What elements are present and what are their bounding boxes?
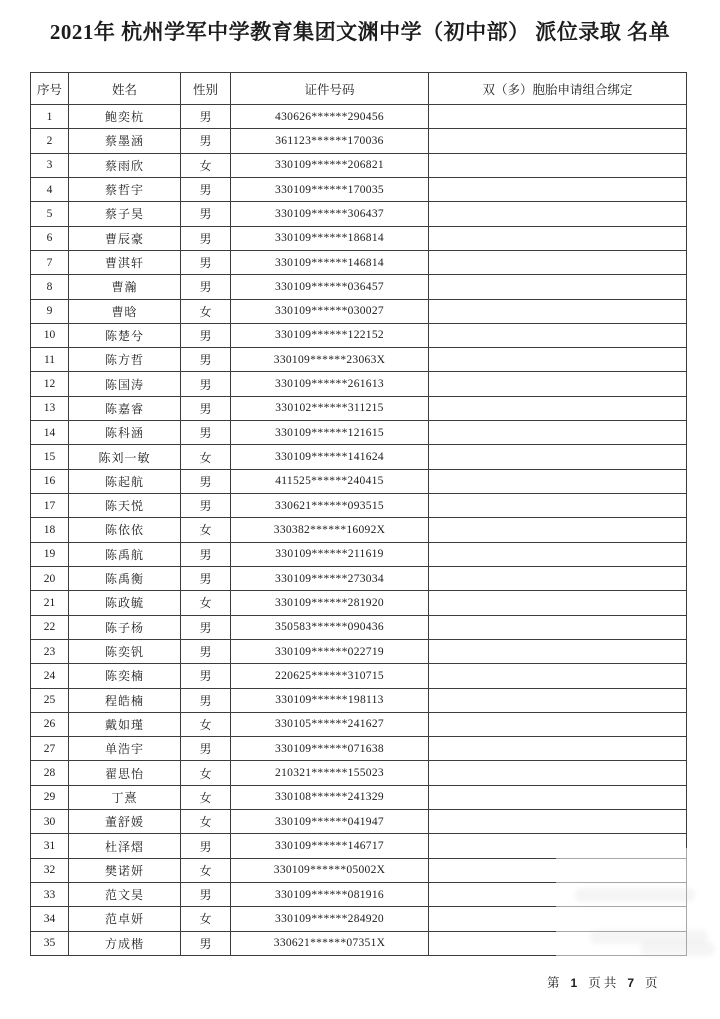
student-name: 鲍奕杭 [69, 105, 181, 129]
student-name: 陈方哲 [69, 348, 181, 372]
row-number: 33 [31, 883, 69, 907]
gender: 男 [181, 323, 231, 347]
gender: 女 [181, 153, 231, 177]
twin-binding [429, 566, 687, 590]
id-number: 330109******122152 [231, 323, 429, 347]
gender: 女 [181, 299, 231, 323]
gender: 男 [181, 226, 231, 250]
table-row [31, 226, 687, 250]
row-number: 21 [31, 591, 69, 615]
student-name: 蔡子昊 [69, 202, 181, 226]
row-number: 31 [31, 834, 69, 858]
id-number: 350583******090436 [231, 615, 429, 639]
table-row [31, 591, 687, 615]
gender: 女 [181, 761, 231, 785]
student-name: 曹瀚 [69, 275, 181, 299]
footer-label-prefix: 第 [547, 976, 560, 990]
row-number: 8 [31, 275, 69, 299]
id-number: 330109******146814 [231, 250, 429, 274]
id-number: 330109******211619 [231, 542, 429, 566]
student-name: 翟思怡 [69, 761, 181, 785]
student-name: 陈奕楠 [69, 664, 181, 688]
id-number: 330109******036457 [231, 275, 429, 299]
twin-binding [429, 591, 687, 615]
header-student-name: 姓名 [69, 73, 181, 105]
row-number: 10 [31, 323, 69, 347]
gender: 男 [181, 834, 231, 858]
table-row [31, 396, 687, 420]
table-row [31, 615, 687, 639]
table-row [31, 372, 687, 396]
table-row [31, 858, 687, 882]
student-name: 曹晗 [69, 299, 181, 323]
table-row [31, 566, 687, 590]
student-name: 董舒媛 [69, 810, 181, 834]
id-number: 330109******030027 [231, 299, 429, 323]
id-number: 330108******241329 [231, 785, 429, 809]
id-number: 330109******121615 [231, 421, 429, 445]
table-row [31, 275, 687, 299]
twin-binding [429, 275, 687, 299]
twin-binding [429, 372, 687, 396]
student-name: 蔡墨涵 [69, 129, 181, 153]
student-name: 陈禹航 [69, 542, 181, 566]
row-number: 6 [31, 226, 69, 250]
student-name: 陈政毓 [69, 591, 181, 615]
id-number: 330109******186814 [231, 226, 429, 250]
id-number: 330102******311215 [231, 396, 429, 420]
row-number: 32 [31, 858, 69, 882]
footer-label-middle: 页 共 [588, 976, 617, 990]
twin-binding [429, 542, 687, 566]
table-row [31, 494, 687, 518]
twin-binding [429, 105, 687, 129]
row-number: 9 [31, 299, 69, 323]
twin-binding [429, 250, 687, 274]
student-name: 陈奕钒 [69, 639, 181, 663]
twin-binding [429, 153, 687, 177]
table-row [31, 250, 687, 274]
row-number: 30 [31, 810, 69, 834]
table-row [31, 323, 687, 347]
gender: 男 [181, 202, 231, 226]
id-number: 330109******05002X [231, 858, 429, 882]
table-row [31, 688, 687, 712]
student-name: 陈楚兮 [69, 323, 181, 347]
row-number: 26 [31, 712, 69, 736]
twin-binding [429, 518, 687, 542]
gender: 男 [181, 688, 231, 712]
row-number: 7 [31, 250, 69, 274]
twin-binding [429, 785, 687, 809]
table-row [31, 105, 687, 129]
gender: 女 [181, 810, 231, 834]
student-name: 陈嘉睿 [69, 396, 181, 420]
gender: 男 [181, 421, 231, 445]
id-number: 330109******206821 [231, 153, 429, 177]
table-row [31, 931, 687, 955]
row-number: 20 [31, 566, 69, 590]
twin-binding [429, 883, 687, 907]
gender: 男 [181, 372, 231, 396]
id-number: 361123******170036 [231, 129, 429, 153]
gender: 男 [181, 396, 231, 420]
twin-binding [429, 664, 687, 688]
twin-binding [429, 834, 687, 858]
gender: 男 [181, 129, 231, 153]
id-number: 220625******310715 [231, 664, 429, 688]
student-name: 曹辰豪 [69, 226, 181, 250]
gender: 男 [181, 494, 231, 518]
student-name: 戴如瑾 [69, 712, 181, 736]
gender: 男 [181, 469, 231, 493]
student-name: 范文昊 [69, 883, 181, 907]
gender: 男 [181, 615, 231, 639]
row-number: 3 [31, 153, 69, 177]
twin-binding [429, 615, 687, 639]
student-name: 程皓楠 [69, 688, 181, 712]
id-number: 330109******198113 [231, 688, 429, 712]
id-number: 411525******240415 [231, 469, 429, 493]
id-number: 330109******022719 [231, 639, 429, 663]
footer-current-page: 1 [570, 976, 578, 990]
twin-binding [429, 202, 687, 226]
student-name: 范卓妍 [69, 907, 181, 931]
student-name: 陈起航 [69, 469, 181, 493]
row-number: 27 [31, 737, 69, 761]
twin-binding [429, 177, 687, 201]
table-row [31, 348, 687, 372]
id-number: 330109******284920 [231, 907, 429, 931]
row-number: 5 [31, 202, 69, 226]
gender: 男 [181, 250, 231, 274]
table-row [31, 445, 687, 469]
twin-binding [429, 858, 687, 882]
page-footer [545, 973, 660, 991]
twin-binding [429, 639, 687, 663]
student-name: 杜泽熠 [69, 834, 181, 858]
row-number: 2 [31, 129, 69, 153]
row-number: 14 [31, 421, 69, 445]
student-name: 陈天悦 [69, 494, 181, 518]
table-row [31, 299, 687, 323]
student-name: 蔡雨欣 [69, 153, 181, 177]
row-number: 16 [31, 469, 69, 493]
twin-binding [429, 494, 687, 518]
twin-binding [429, 445, 687, 469]
id-number: 330109******273034 [231, 566, 429, 590]
twin-binding [429, 129, 687, 153]
row-number: 13 [31, 396, 69, 420]
gender: 女 [181, 785, 231, 809]
id-number: 330109******23063X [231, 348, 429, 372]
row-number: 4 [31, 177, 69, 201]
gender: 男 [181, 542, 231, 566]
student-name: 陈子杨 [69, 615, 181, 639]
twin-binding [429, 907, 687, 931]
table-row [31, 810, 687, 834]
table-row [31, 834, 687, 858]
gender: 女 [181, 712, 231, 736]
gender: 男 [181, 105, 231, 129]
id-number: 330109******146717 [231, 834, 429, 858]
table-row [31, 664, 687, 688]
twin-binding [429, 688, 687, 712]
twin-binding [429, 348, 687, 372]
twin-binding [429, 323, 687, 347]
gender: 男 [181, 177, 231, 201]
row-number: 23 [31, 639, 69, 663]
row-number: 15 [31, 445, 69, 469]
student-name: 单浩宇 [69, 737, 181, 761]
page-title: 2021年 杭州学军中学教育集团文渊中学（初中部） 派位录取 名单 [49, 20, 671, 44]
footer-label-suffix: 页 [645, 976, 658, 990]
row-number: 12 [31, 372, 69, 396]
table-row [31, 202, 687, 226]
twin-binding [429, 469, 687, 493]
id-number: 330382******16092X [231, 518, 429, 542]
gender: 男 [181, 931, 231, 955]
twin-binding [429, 226, 687, 250]
twin-binding [429, 810, 687, 834]
gender: 男 [181, 275, 231, 299]
gender: 男 [181, 664, 231, 688]
student-name: 陈禹衡 [69, 566, 181, 590]
row-number: 35 [31, 931, 69, 955]
gender: 女 [181, 858, 231, 882]
id-number: 330109******041947 [231, 810, 429, 834]
id-number: 330109******281920 [231, 591, 429, 615]
row-number: 18 [31, 518, 69, 542]
table-row [31, 712, 687, 736]
id-number: 330109******071638 [231, 737, 429, 761]
gender: 男 [181, 639, 231, 663]
table-row [31, 469, 687, 493]
table-row [31, 153, 687, 177]
gender: 女 [181, 445, 231, 469]
table-row [31, 177, 687, 201]
row-number: 28 [31, 761, 69, 785]
table-header-row [31, 73, 687, 105]
row-number: 19 [31, 542, 69, 566]
gender: 男 [181, 348, 231, 372]
header-id-number: 证件号码 [231, 73, 429, 105]
row-number: 25 [31, 688, 69, 712]
header-twin-binding: 双（多）胞胎申请组合绑定 [429, 73, 687, 105]
twin-binding [429, 299, 687, 323]
id-number: 330109******170035 [231, 177, 429, 201]
student-name: 陈刘一敏 [69, 445, 181, 469]
student-name: 陈国涛 [69, 372, 181, 396]
gender: 男 [181, 883, 231, 907]
id-number: 330109******306437 [231, 202, 429, 226]
table-row [31, 639, 687, 663]
header-gender: 性别 [181, 73, 231, 105]
twin-binding [429, 421, 687, 445]
table-row [31, 737, 687, 761]
table-row [31, 883, 687, 907]
gender: 女 [181, 907, 231, 931]
id-number: 330109******141624 [231, 445, 429, 469]
student-name: 陈科涵 [69, 421, 181, 445]
id-number: 330105******241627 [231, 712, 429, 736]
student-name: 陈依依 [69, 518, 181, 542]
gender: 男 [181, 737, 231, 761]
student-name: 方成楷 [69, 931, 181, 955]
id-number: 330621******093515 [231, 494, 429, 518]
twin-binding [429, 737, 687, 761]
twin-binding [429, 396, 687, 420]
gender: 女 [181, 591, 231, 615]
table-body [31, 105, 687, 956]
student-name: 樊诺妍 [69, 858, 181, 882]
id-number: 430626******290456 [231, 105, 429, 129]
row-number: 17 [31, 494, 69, 518]
twin-binding [429, 931, 687, 955]
row-number: 11 [31, 348, 69, 372]
footer-total-pages: 7 [627, 976, 635, 990]
student-name: 曹淇轩 [69, 250, 181, 274]
row-number: 22 [31, 615, 69, 639]
gender: 女 [181, 518, 231, 542]
table-row [31, 129, 687, 153]
student-name: 蔡哲宇 [69, 177, 181, 201]
gender: 男 [181, 566, 231, 590]
table-row [31, 518, 687, 542]
table-row [31, 785, 687, 809]
admission-roster-table [30, 72, 687, 956]
header-row-number: 序号 [31, 73, 69, 105]
twin-binding [429, 712, 687, 736]
table-row [31, 542, 687, 566]
twin-binding [429, 761, 687, 785]
id-number: 330621******07351X [231, 931, 429, 955]
table-row [31, 761, 687, 785]
id-number: 210321******155023 [231, 761, 429, 785]
row-number: 29 [31, 785, 69, 809]
row-number: 34 [31, 907, 69, 931]
table-row [31, 907, 687, 931]
id-number: 330109******081916 [231, 883, 429, 907]
row-number: 24 [31, 664, 69, 688]
row-number: 1 [31, 105, 69, 129]
student-name: 丁熹 [69, 785, 181, 809]
table-row [31, 421, 687, 445]
id-number: 330109******261613 [231, 372, 429, 396]
